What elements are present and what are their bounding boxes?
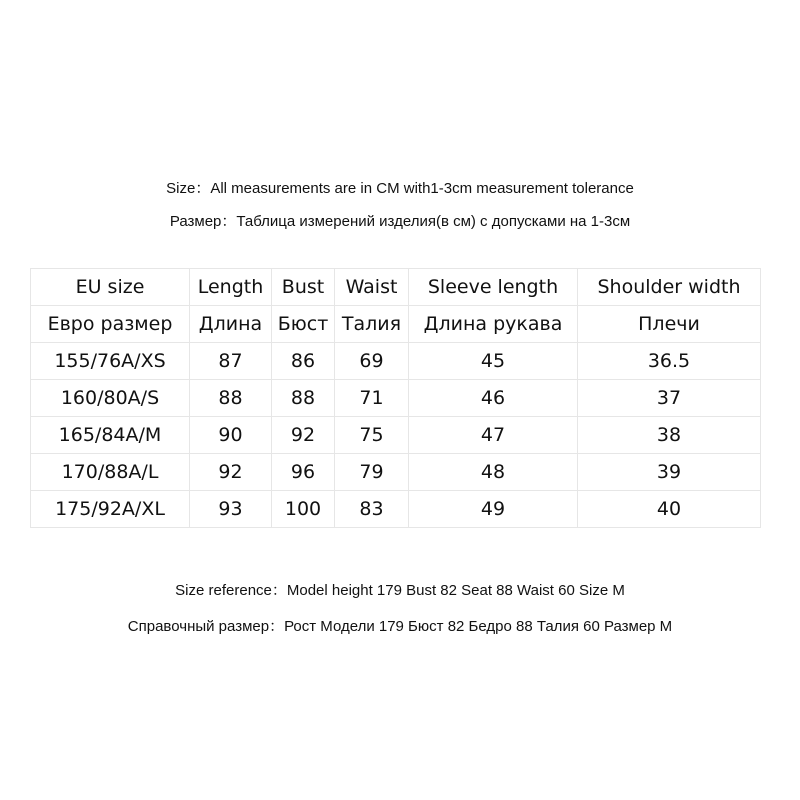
table-cell: 92 <box>190 454 272 491</box>
header-row-ru <box>31 306 761 343</box>
table-cell: 40 <box>578 491 761 528</box>
table-cell: 155/76A/XS <box>31 343 190 380</box>
table-row <box>31 343 761 380</box>
model-reference-ru: Справочный размер：Рост Модели 179 Бюст 82 Бедро 88 Талия 60 Размер M <box>127 618 673 635</box>
table-cell: 160/80A/S <box>31 380 190 417</box>
table-cell: 100 <box>272 491 335 528</box>
table-row <box>31 491 761 528</box>
table-cell: 165/84A/M <box>31 417 190 454</box>
header-cell: Sleeve length <box>409 269 578 306</box>
header-row-en <box>31 269 761 306</box>
tolerance-note-ru: Размер：Таблица измерений изделия(в см) с допусками на 1-3см <box>169 213 631 230</box>
table-cell: 87 <box>190 343 272 380</box>
table-cell: 79 <box>335 454 409 491</box>
table-cell: 96 <box>272 454 335 491</box>
table-cell: 39 <box>578 454 761 491</box>
header-cell: EU size <box>31 269 190 306</box>
header-cell: Waist <box>335 269 409 306</box>
header-cell: Евро размер <box>31 306 190 343</box>
header-cell: Длина рукава <box>409 306 578 343</box>
table-cell: 48 <box>409 454 578 491</box>
table-cell: 93 <box>190 491 272 528</box>
header-cell: Shoulder width <box>578 269 761 306</box>
table-row <box>31 454 761 491</box>
table-cell: 49 <box>409 491 578 528</box>
table-cell: 75 <box>335 417 409 454</box>
header-cell: Талия <box>335 306 409 343</box>
table-cell: 88 <box>272 380 335 417</box>
header-cell: Длина <box>190 306 272 343</box>
model-reference-en: Size reference：Model height 179 Bust 82 Seat 88 Waist 60 Size M <box>175 582 625 599</box>
table-cell: 37 <box>578 380 761 417</box>
table-cell: 86 <box>272 343 335 380</box>
table-cell: 38 <box>578 417 761 454</box>
table-row <box>31 380 761 417</box>
table-cell: 45 <box>409 343 578 380</box>
table-cell: 46 <box>409 380 578 417</box>
header-cell: Бюст <box>272 306 335 343</box>
table-cell: 92 <box>272 417 335 454</box>
header-cell: Плечи <box>578 306 761 343</box>
header-cell: Bust <box>272 269 335 306</box>
table-cell: 170/88A/L <box>31 454 190 491</box>
table-cell: 47 <box>409 417 578 454</box>
table-row <box>31 417 761 454</box>
table-cell: 71 <box>335 380 409 417</box>
table-cell: 88 <box>190 380 272 417</box>
header-cell: Length <box>190 269 272 306</box>
table-cell: 90 <box>190 417 272 454</box>
table-cell: 36.5 <box>578 343 761 380</box>
table-cell: 83 <box>335 491 409 528</box>
table-cell: 69 <box>335 343 409 380</box>
table-cell: 175/92A/XL <box>31 491 190 528</box>
size-table <box>30 268 761 528</box>
tolerance-note-en: Size：All measurements are in CM with1-3cm measurement tolerance <box>166 180 634 197</box>
